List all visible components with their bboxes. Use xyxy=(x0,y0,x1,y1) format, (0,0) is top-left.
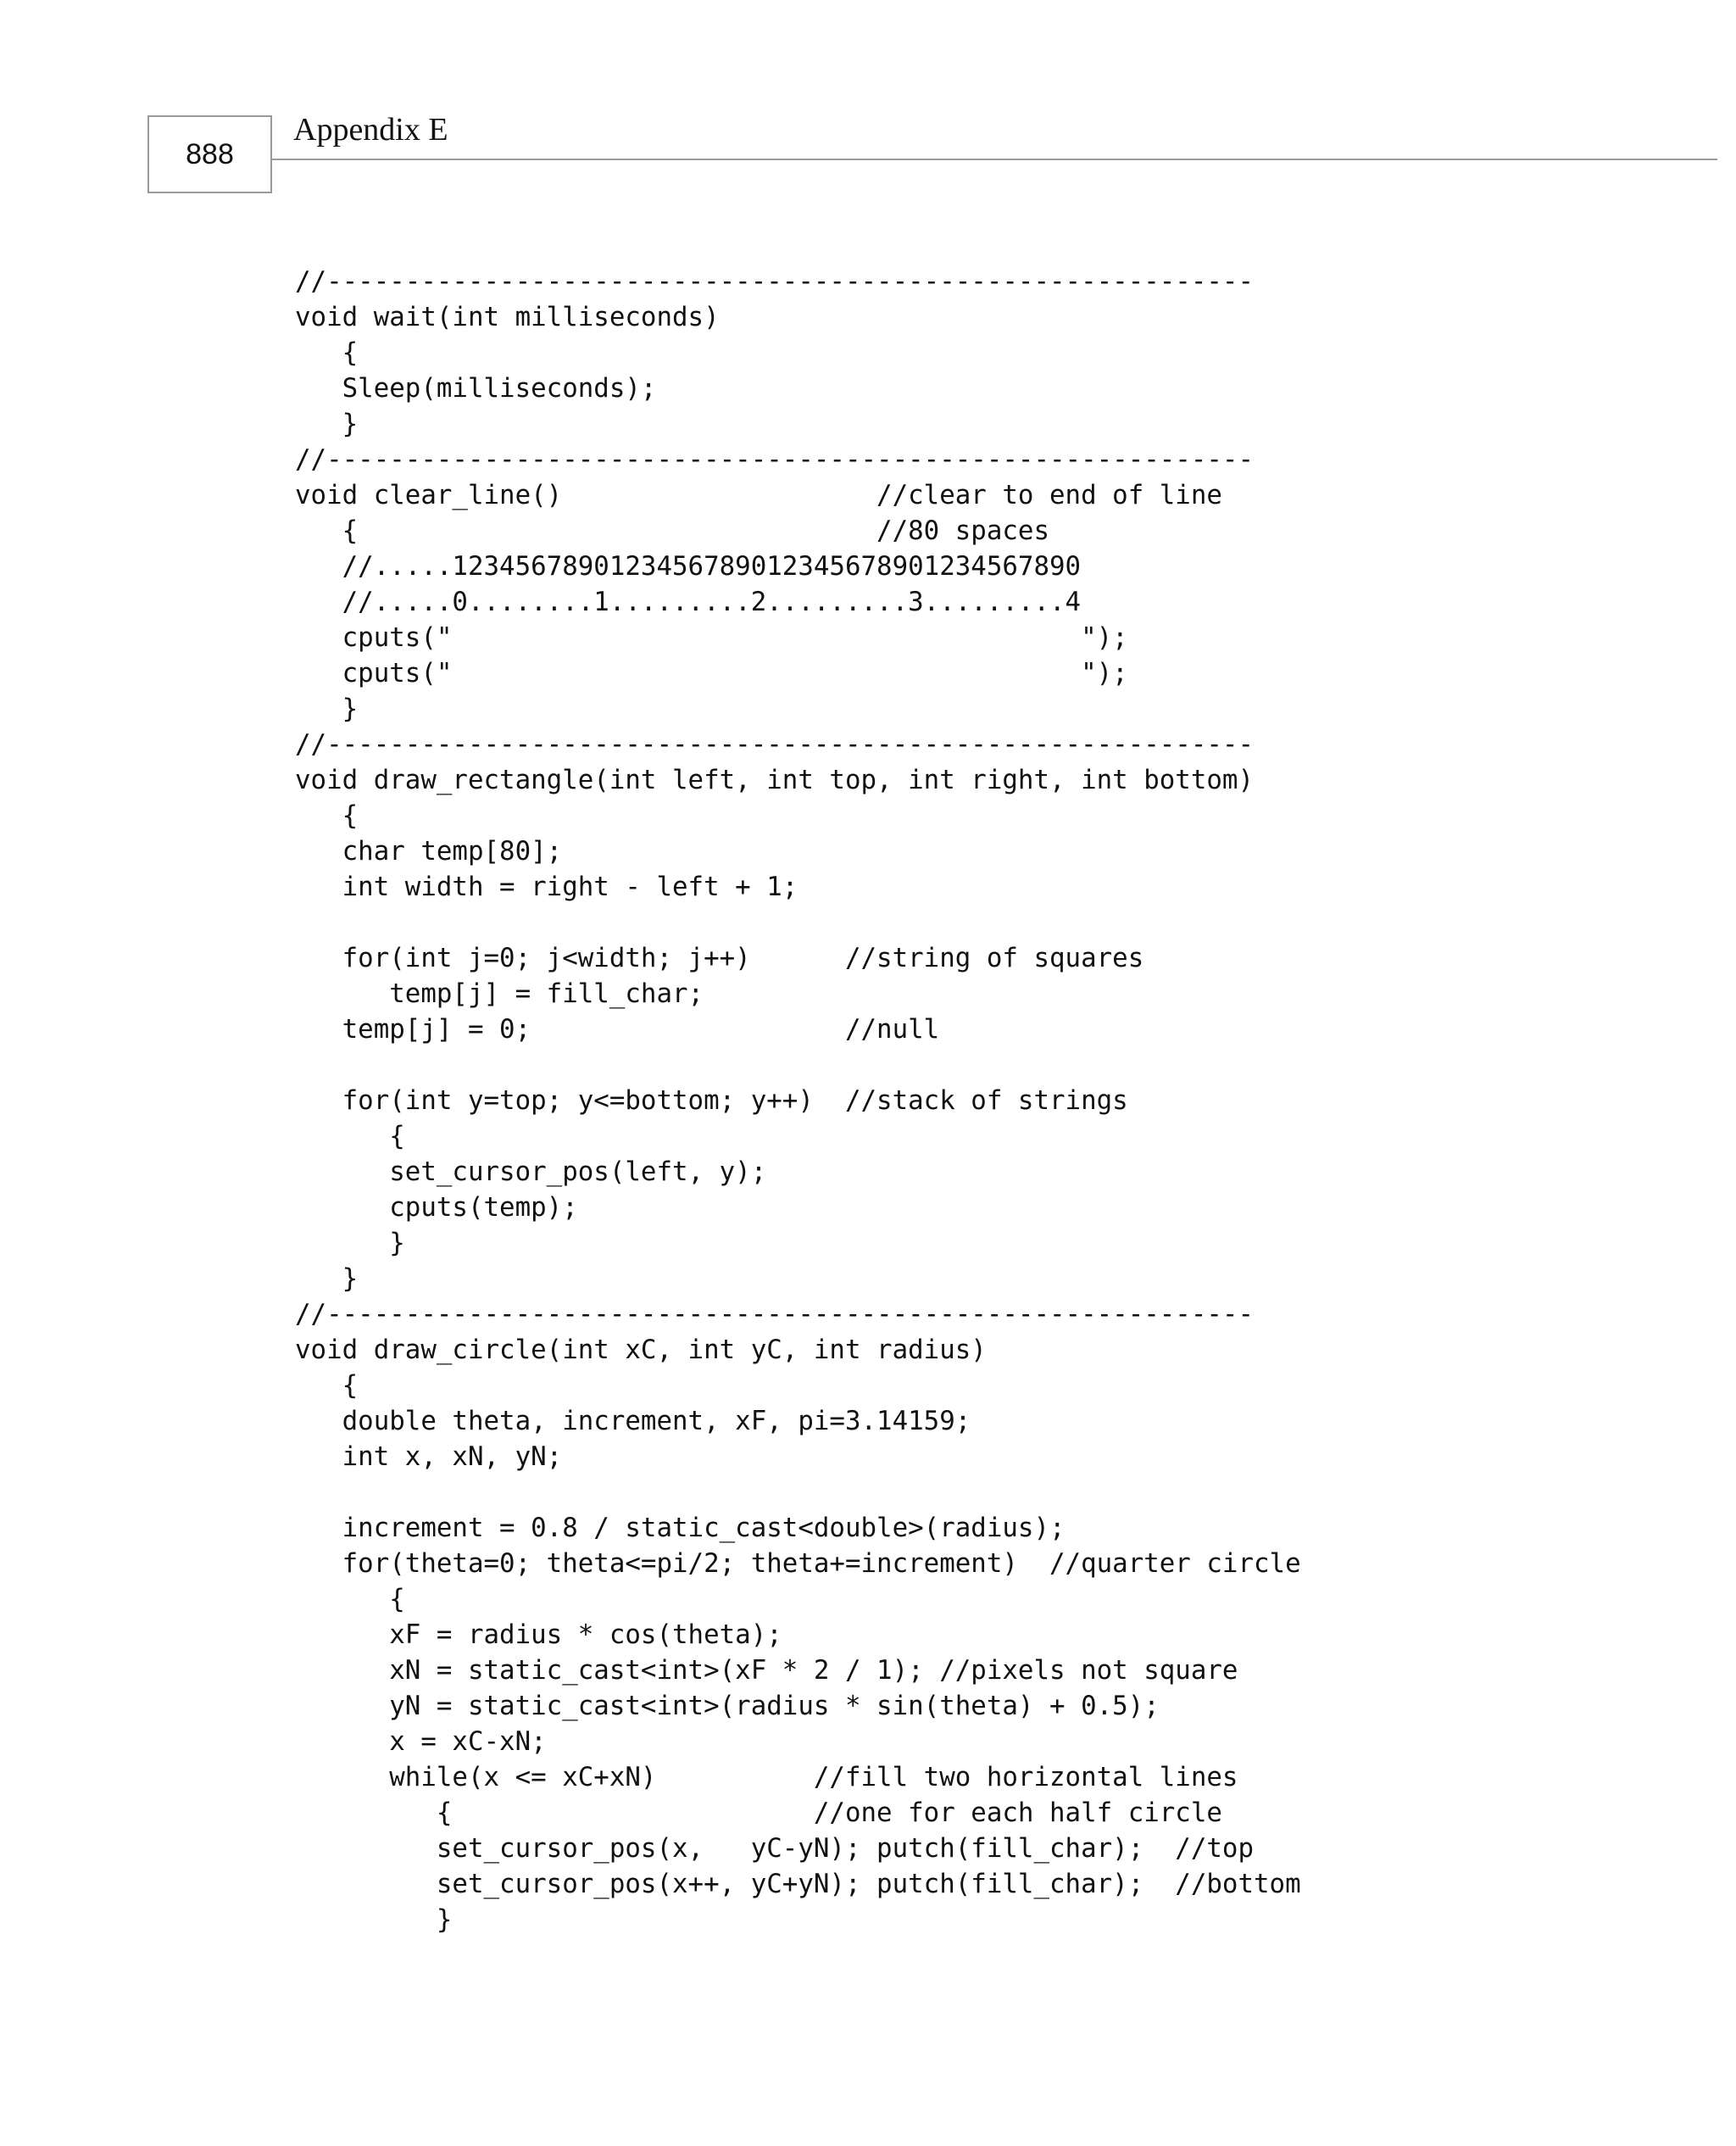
code-line: { xyxy=(295,800,359,831)
code-line: xF = radius * cos(theta); xyxy=(295,1619,782,1650)
code-line: void clear_line() //clear to end of line xyxy=(295,480,1222,510)
code-line: cputs(" "); xyxy=(295,622,1128,653)
code-line: for(int y=top; y<=bottom; y++) //stack of strings xyxy=(295,1085,1128,1116)
code-line: } xyxy=(295,1904,453,1935)
code-line: cputs(temp); xyxy=(295,1192,578,1223)
code-line: temp[j] = 0; //null xyxy=(295,1014,940,1045)
code-line: while(x <= xC+xN) //fill two horizontal lines xyxy=(295,1762,1238,1792)
code-line: //----------------------------------------------------------- xyxy=(295,1299,1255,1329)
code-line: set_cursor_pos(x, yC-yN); putch(fill_char); //top xyxy=(295,1833,1255,1864)
page-number: 888 xyxy=(186,137,234,170)
code-line: set_cursor_pos(left, y); xyxy=(295,1157,767,1187)
code-line xyxy=(295,1474,1301,1510)
code-line xyxy=(295,1047,1301,1083)
code-line: { //80 spaces xyxy=(295,516,1049,546)
code-line: int x, xN, yN; xyxy=(295,1441,563,1472)
code-line: void draw_circle(int xC, int yC, int radius) xyxy=(295,1335,987,1365)
code-line: for(int j=0; j<width; j++) //string of squares xyxy=(295,943,1144,973)
code-line: //.....1234567890123456789012345678901234567890 xyxy=(295,551,1082,582)
code-line: xN = static_cast<int>(xF * 2 / 1); //pixels not square xyxy=(295,1655,1238,1686)
code-line: for(theta=0; theta<=pi/2; theta+=increment) //quarter circle xyxy=(295,1548,1301,1579)
code-line: cputs(" "); xyxy=(295,658,1128,688)
code-line: temp[j] = fill_char; xyxy=(295,978,704,1009)
code-line: char temp[80]; xyxy=(295,836,563,867)
code-line: yN = static_cast<int>(radius * sin(theta) + 0.5); xyxy=(295,1691,1160,1721)
code-line: { xyxy=(295,1584,405,1614)
code-line: x = xC-xN; xyxy=(295,1726,547,1757)
page-number-box xyxy=(147,115,272,193)
header-rule xyxy=(272,159,1717,160)
code-line: } xyxy=(295,1228,405,1258)
code-line: } xyxy=(295,409,359,439)
code-line: increment = 0.8 / static_cast<double>(radius); xyxy=(295,1513,1066,1543)
code-listing xyxy=(295,264,1301,1937)
code-line: //----------------------------------------------------------- xyxy=(295,266,1255,297)
code-line: { xyxy=(295,337,359,368)
code-line: double theta, increment, xF, pi=3.14159; xyxy=(295,1406,971,1436)
code-line: } xyxy=(295,694,359,724)
code-line: { xyxy=(295,1370,359,1401)
code-line: void draw_rectangle(int left, int top, int right, int bottom) xyxy=(295,765,1255,795)
code-line: //----------------------------------------------------------- xyxy=(295,729,1255,760)
code-line: //.....0........1.........2.........3.........4 xyxy=(295,587,1082,617)
code-line: } xyxy=(295,1263,359,1294)
running-head: Appendix E xyxy=(293,112,448,148)
code-line: int width = right - left + 1; xyxy=(295,872,798,902)
code-line: Sleep(milliseconds); xyxy=(295,373,657,404)
code-line: { xyxy=(295,1121,405,1151)
code-line: { //one for each half circle xyxy=(295,1798,1222,1828)
code-line: void wait(int milliseconds) xyxy=(295,302,720,332)
code-line: set_cursor_pos(x++, yC+yN); putch(fill_char); //bottom xyxy=(295,1869,1301,1899)
code-line xyxy=(295,905,1301,940)
code-line: //----------------------------------------------------------- xyxy=(295,444,1255,475)
